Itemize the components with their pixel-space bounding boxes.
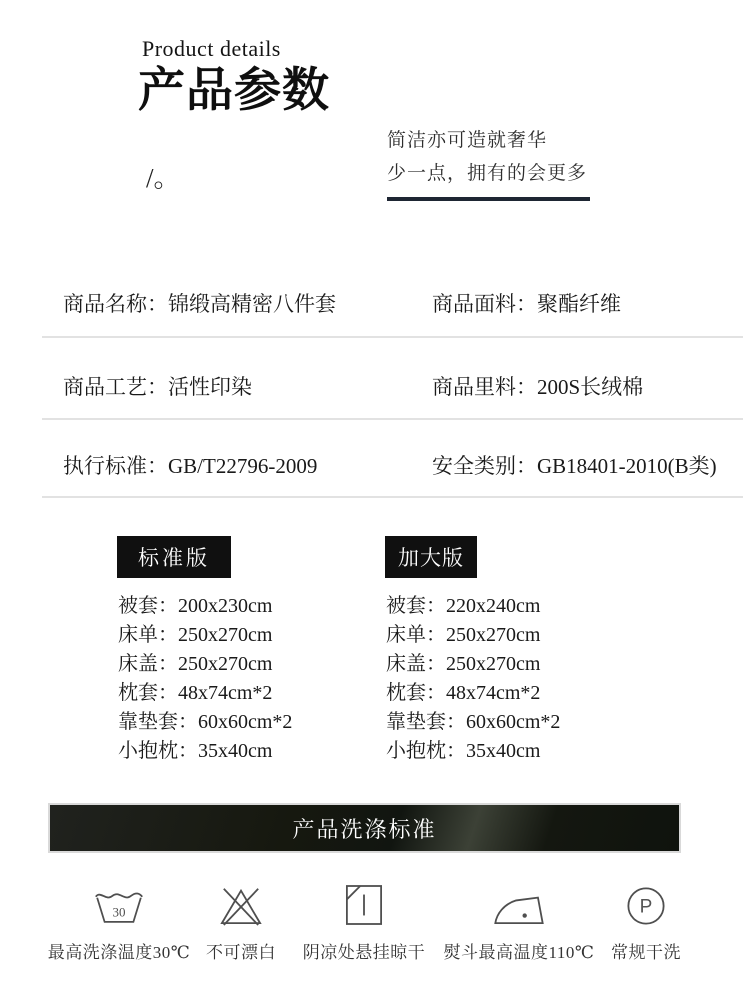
spec-value: 48x74cm*2 [446, 682, 541, 704]
param-label: 商品里料： [432, 375, 537, 399]
param-row [0, 371, 750, 401]
accent-underline [387, 197, 590, 201]
spec-item [118, 708, 292, 737]
param-row [0, 288, 750, 318]
spec-label: 靠垫套： [386, 711, 466, 733]
spec-value: 250x270cm [178, 653, 273, 675]
divider [42, 418, 743, 420]
spec-item [386, 679, 560, 708]
param-label: 商品面料： [432, 292, 537, 316]
spec-label: 被套： [386, 595, 446, 617]
param-row [0, 450, 750, 480]
wash-icon-label: 常规干洗 [611, 943, 681, 962]
wash-icon-label: 熨斗最高温度110℃ [443, 943, 595, 962]
param-cell [432, 450, 717, 480]
spec-value: 60x60cm*2 [466, 711, 561, 733]
spec-value: 48x74cm*2 [178, 682, 273, 704]
param-cell [432, 371, 643, 401]
spec-label: 枕套： [118, 682, 178, 704]
spec-label: 靠垫套： [118, 711, 198, 733]
spec-label: 床盖： [118, 653, 178, 675]
spec-label: 被套： [118, 595, 178, 617]
spec-item [386, 621, 560, 650]
spec-label: 床盖： [386, 653, 446, 675]
param-label: 商品工艺： [63, 375, 168, 399]
spec-label: 小抱枕： [118, 740, 198, 762]
eyebrow-text: Product details [142, 36, 281, 61]
wash-icon-label: 阴凉处悬挂晾干 [302, 943, 426, 962]
spec-value: 35x40cm [466, 740, 541, 762]
param-cell [63, 288, 336, 318]
wash-temp-number: 30 [112, 904, 126, 920]
spec-list-large [386, 592, 560, 766]
wash-banner-title: 产品洗涤标准 [292, 816, 437, 842]
variant-badge-standard: 标准版 [117, 536, 231, 578]
param-label: 安全类别： [432, 454, 537, 478]
spec-label: 枕套： [386, 682, 446, 704]
param-label: 执行标准： [63, 454, 168, 478]
spec-value: 220x240cm [446, 595, 541, 617]
wash-icon-label: 最高洗涤温度30℃ [47, 943, 191, 962]
wash-icon-label: 不可漂白 [206, 943, 276, 962]
spec-item [118, 592, 292, 621]
spec-label: 小抱枕： [386, 740, 466, 762]
spec-list-standard [118, 592, 292, 766]
page-title: 产品参数 [138, 65, 330, 117]
spec-value: 35x40cm [198, 740, 273, 762]
spec-item [118, 621, 292, 650]
spec-label: 床单： [386, 624, 446, 646]
spec-value: 200x230cm [178, 595, 273, 617]
slash-mark: /。 [146, 163, 181, 193]
wash-item-dry-clean [546, 884, 746, 963]
tagline [387, 124, 587, 190]
wash-standard-banner [48, 803, 681, 853]
param-value: 聚酯纤维 [537, 292, 621, 316]
spec-value: 250x270cm [178, 624, 273, 646]
divider [42, 496, 743, 498]
spec-item [386, 592, 560, 621]
param-cell [63, 371, 252, 401]
spec-item [118, 679, 292, 708]
divider [42, 336, 743, 338]
param-value: GB/T22796-2009 [168, 454, 318, 478]
spec-value: 250x270cm [446, 653, 541, 675]
param-cell [63, 450, 317, 480]
spec-label: 床单： [118, 624, 178, 646]
tagline-line1: 简洁亦可造就奢华 [387, 130, 548, 151]
spec-value: 60x60cm*2 [198, 711, 293, 733]
param-value: 锦缎高精密八件套 [168, 292, 336, 316]
spec-item [386, 737, 560, 766]
tagline-line2: 少一点，拥有的会更多 [387, 163, 588, 184]
param-value: 活性印染 [168, 375, 252, 399]
variant-badge-large: 加大版 [385, 536, 477, 578]
param-cell [432, 288, 621, 318]
param-value: GB18401-2010(B类) [537, 454, 717, 478]
param-label: 商品名称： [63, 292, 168, 316]
dry-clean-icon [546, 884, 746, 926]
param-value: 200S长绒棉 [537, 375, 644, 399]
spec-value: 250x270cm [446, 624, 541, 646]
dry-clean-letter: P [639, 896, 653, 918]
spec-item [118, 650, 292, 679]
spec-item [386, 708, 560, 737]
spec-item [118, 737, 292, 766]
spec-item [386, 650, 560, 679]
